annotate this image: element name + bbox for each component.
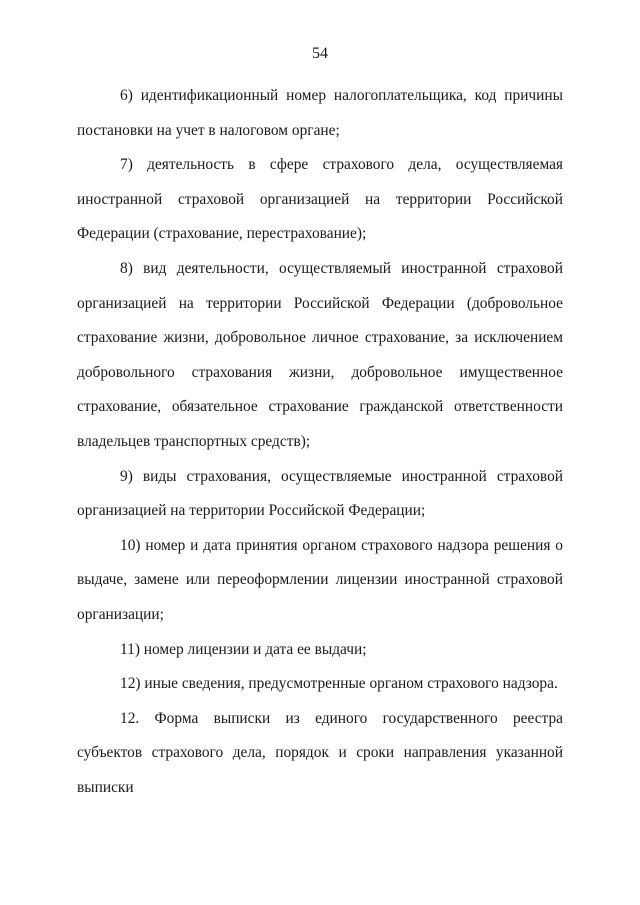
list-item-11: 11) номер лицензии и дата ее выдачи; xyxy=(120,640,367,658)
page-number: 54 xyxy=(312,45,328,62)
document-body xyxy=(77,79,563,805)
list-item-12: 12) иные сведения, предусмотренные органом страхового надзора. xyxy=(120,675,558,693)
list-item-7: 7) деятельность в сфере страхового дела, осуществляемая иностранной страховой организацией на территории Российской Федерации (страхование, перестрахование); xyxy=(77,156,563,243)
list-item-10: 10) номер и дата принятия органом страхового надзора решения о выдаче, замене или переоформлении лицензии иностранной страховой организации; xyxy=(77,536,563,623)
list-item-6: 6) идентификационный номер налогоплательщика, код причины постановки на учет в налоговом органе; xyxy=(77,87,563,139)
section-12-paragraph: 12. Форма выписки из единого государственного реестра субъектов страхового дела, порядок и сроки направления указанной выписки xyxy=(77,709,563,796)
list-item-9: 9) виды страхования, осуществляемые иностранной страховой организацией на территории Российской Федерации; xyxy=(77,467,563,520)
list-item-8: 8) вид деятельности, осуществляемый иностранной страховой организацией на территории Российской Федерации (добровольное страхование жизни, добровольное личное страхование, за исключением добровольного страхования жизни, добровольное имущественное страхование, обязательное страхование гражданской ответственности владельцев транспортных средств); xyxy=(77,259,563,450)
